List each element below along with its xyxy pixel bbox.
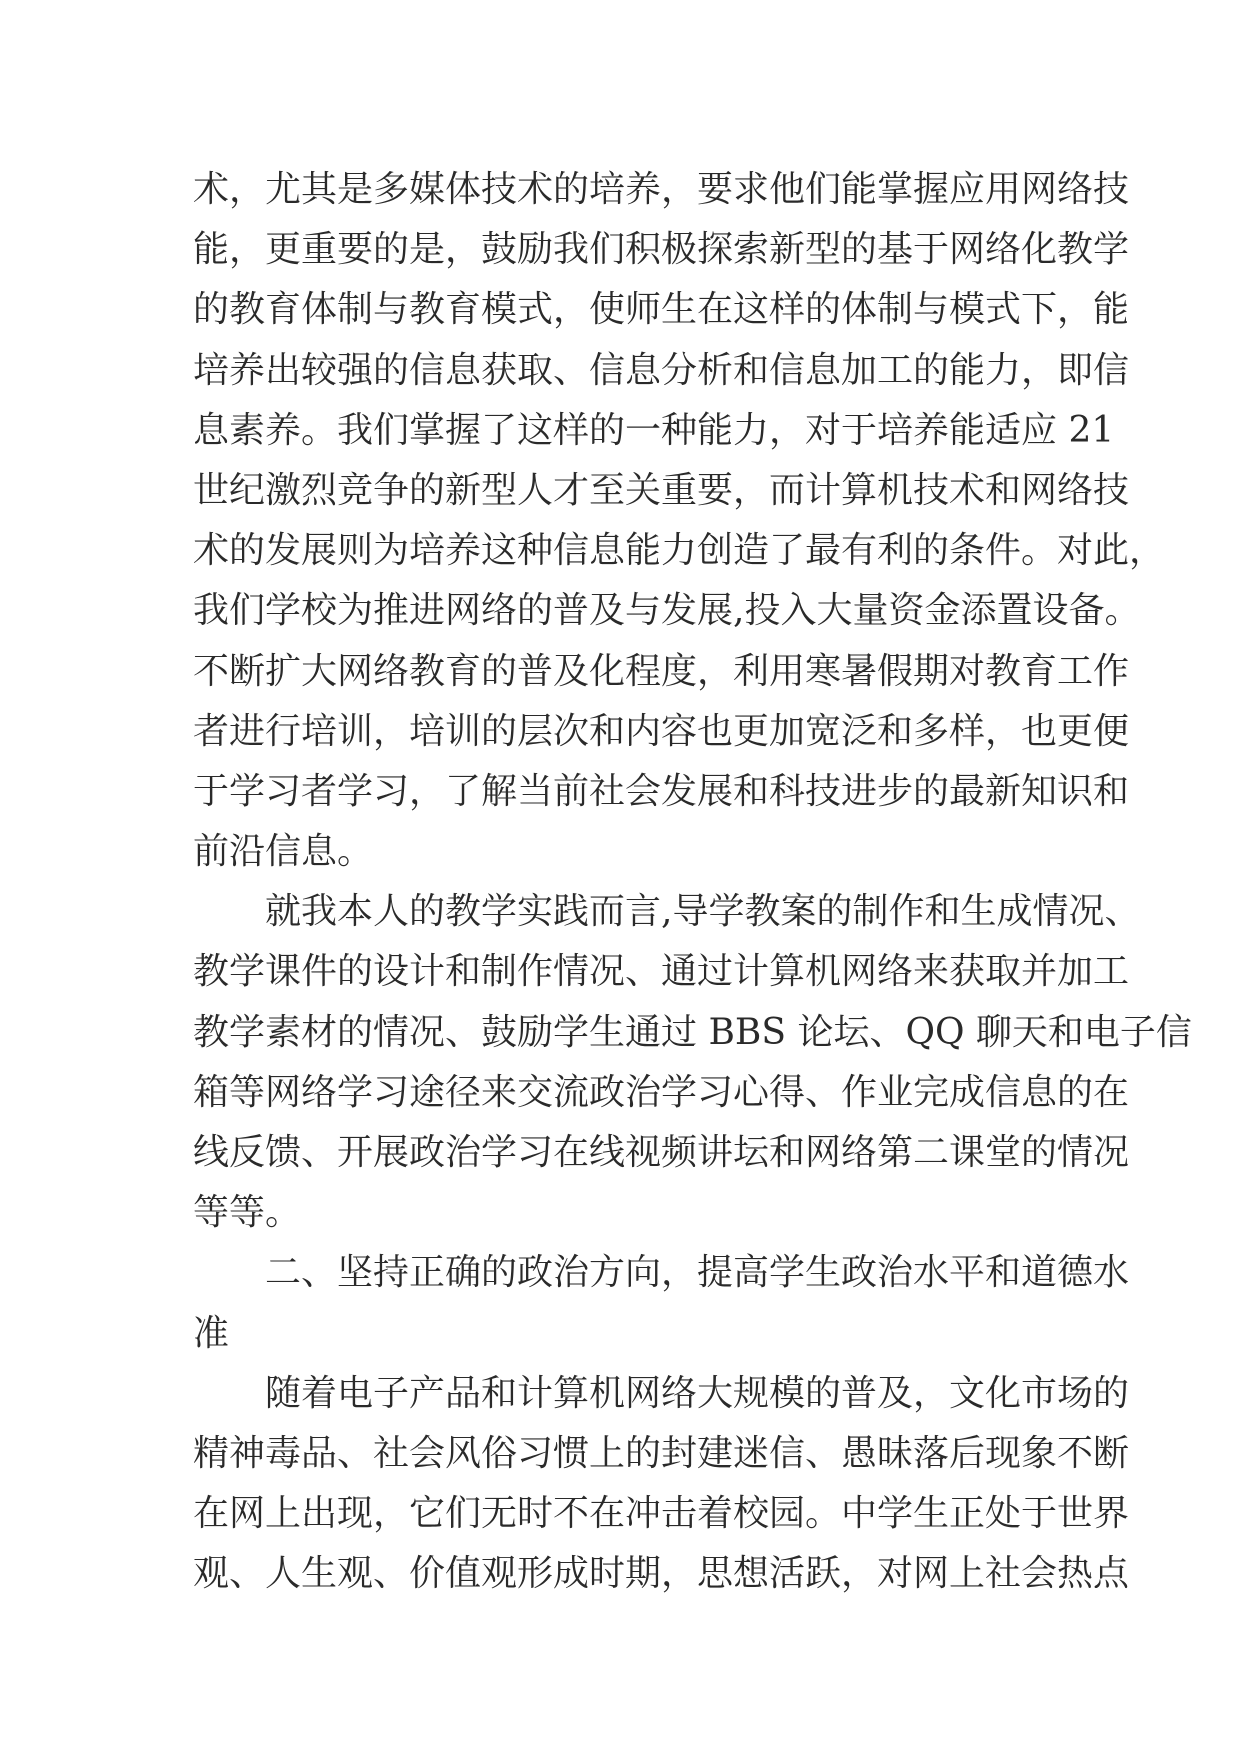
text-line: 精神毒品、社会风俗习惯上的封建迷信、愚昧落后现象不断: [193, 1432, 1130, 1474]
text-line: 随着电子产品和计算机网络大规模的普及，文化市场的: [265, 1372, 1130, 1414]
text-line: 教学素材的情况、鼓励学生通过 BBS 论坛、QQ 聊天和电子信: [193, 1011, 1192, 1053]
text-line: 息素养。我们掌握了这样的一种能力，对于培养能适应 21: [193, 409, 1115, 451]
text-line: 者进行培训，培训的层次和内容也更加宽泛和多样，也更便: [193, 710, 1130, 752]
text-line: 的教育体制与教育模式，使师生在这样的体制与模式下，能: [193, 289, 1130, 331]
section-heading: [193, 1243, 1130, 1363]
text-line: 教学课件的设计和制作情况、通过计算机网络来获取并加工: [193, 951, 1130, 993]
text-line: 等等。: [193, 1192, 302, 1234]
text-line: 能，更重要的是，鼓励我们积极探索新型的基于网络化教学: [193, 229, 1130, 271]
text-line: 我们学校为推进网络的普及与发展,投入大量资金添置设备。: [193, 590, 1141, 632]
text-line: 培养出较强的信息获取、信息分析和信息加工的能力，即信: [193, 349, 1130, 391]
text-line: 线反馈、开展政治学习在线视频讲坛和网络第二课堂的情况: [193, 1132, 1130, 1173]
text-line: 观、人生观、价值观形成时期，思想活跃，对网上社会热点: [193, 1553, 1130, 1595]
text-line: 于学习者学习，了解当前社会发展和科技进步的最新知识和: [193, 770, 1130, 812]
text-line: 在网上出现，它们无时不在冲击着校园。中学生正处于世界: [193, 1493, 1130, 1535]
paragraph-1: [193, 160, 1166, 882]
text-line: 世纪激烈竞争的新型人才至关重要，而计算机技术和网络技: [193, 469, 1130, 511]
text-line: 术的发展则为培养这种信息能力创造了最有利的条件。对此，: [193, 530, 1166, 572]
heading-line: 二、坚持正确的政治方向，提高学生政治水平和道德水: [265, 1252, 1130, 1294]
text-line: 不断扩大网络教育的普及化程度，利用寒暑假期对教育工作: [193, 650, 1130, 692]
text-line: 术，尤其是多媒体技术的培养，要求他们能掌握应用网络技: [193, 169, 1130, 210]
text-line: 箱等网络学习途径来交流政治学习心得、作业完成信息的在: [193, 1071, 1130, 1113]
paragraph-4: [193, 1364, 1130, 1605]
document-body: [193, 160, 1192, 1605]
heading-line: 准: [193, 1312, 230, 1354]
text-line: 前沿信息。: [193, 831, 374, 873]
text-line: 就我本人的教学实践而言,导学教案的制作和生成情况、: [265, 891, 1141, 933]
paragraph-2: [193, 882, 1192, 1243]
